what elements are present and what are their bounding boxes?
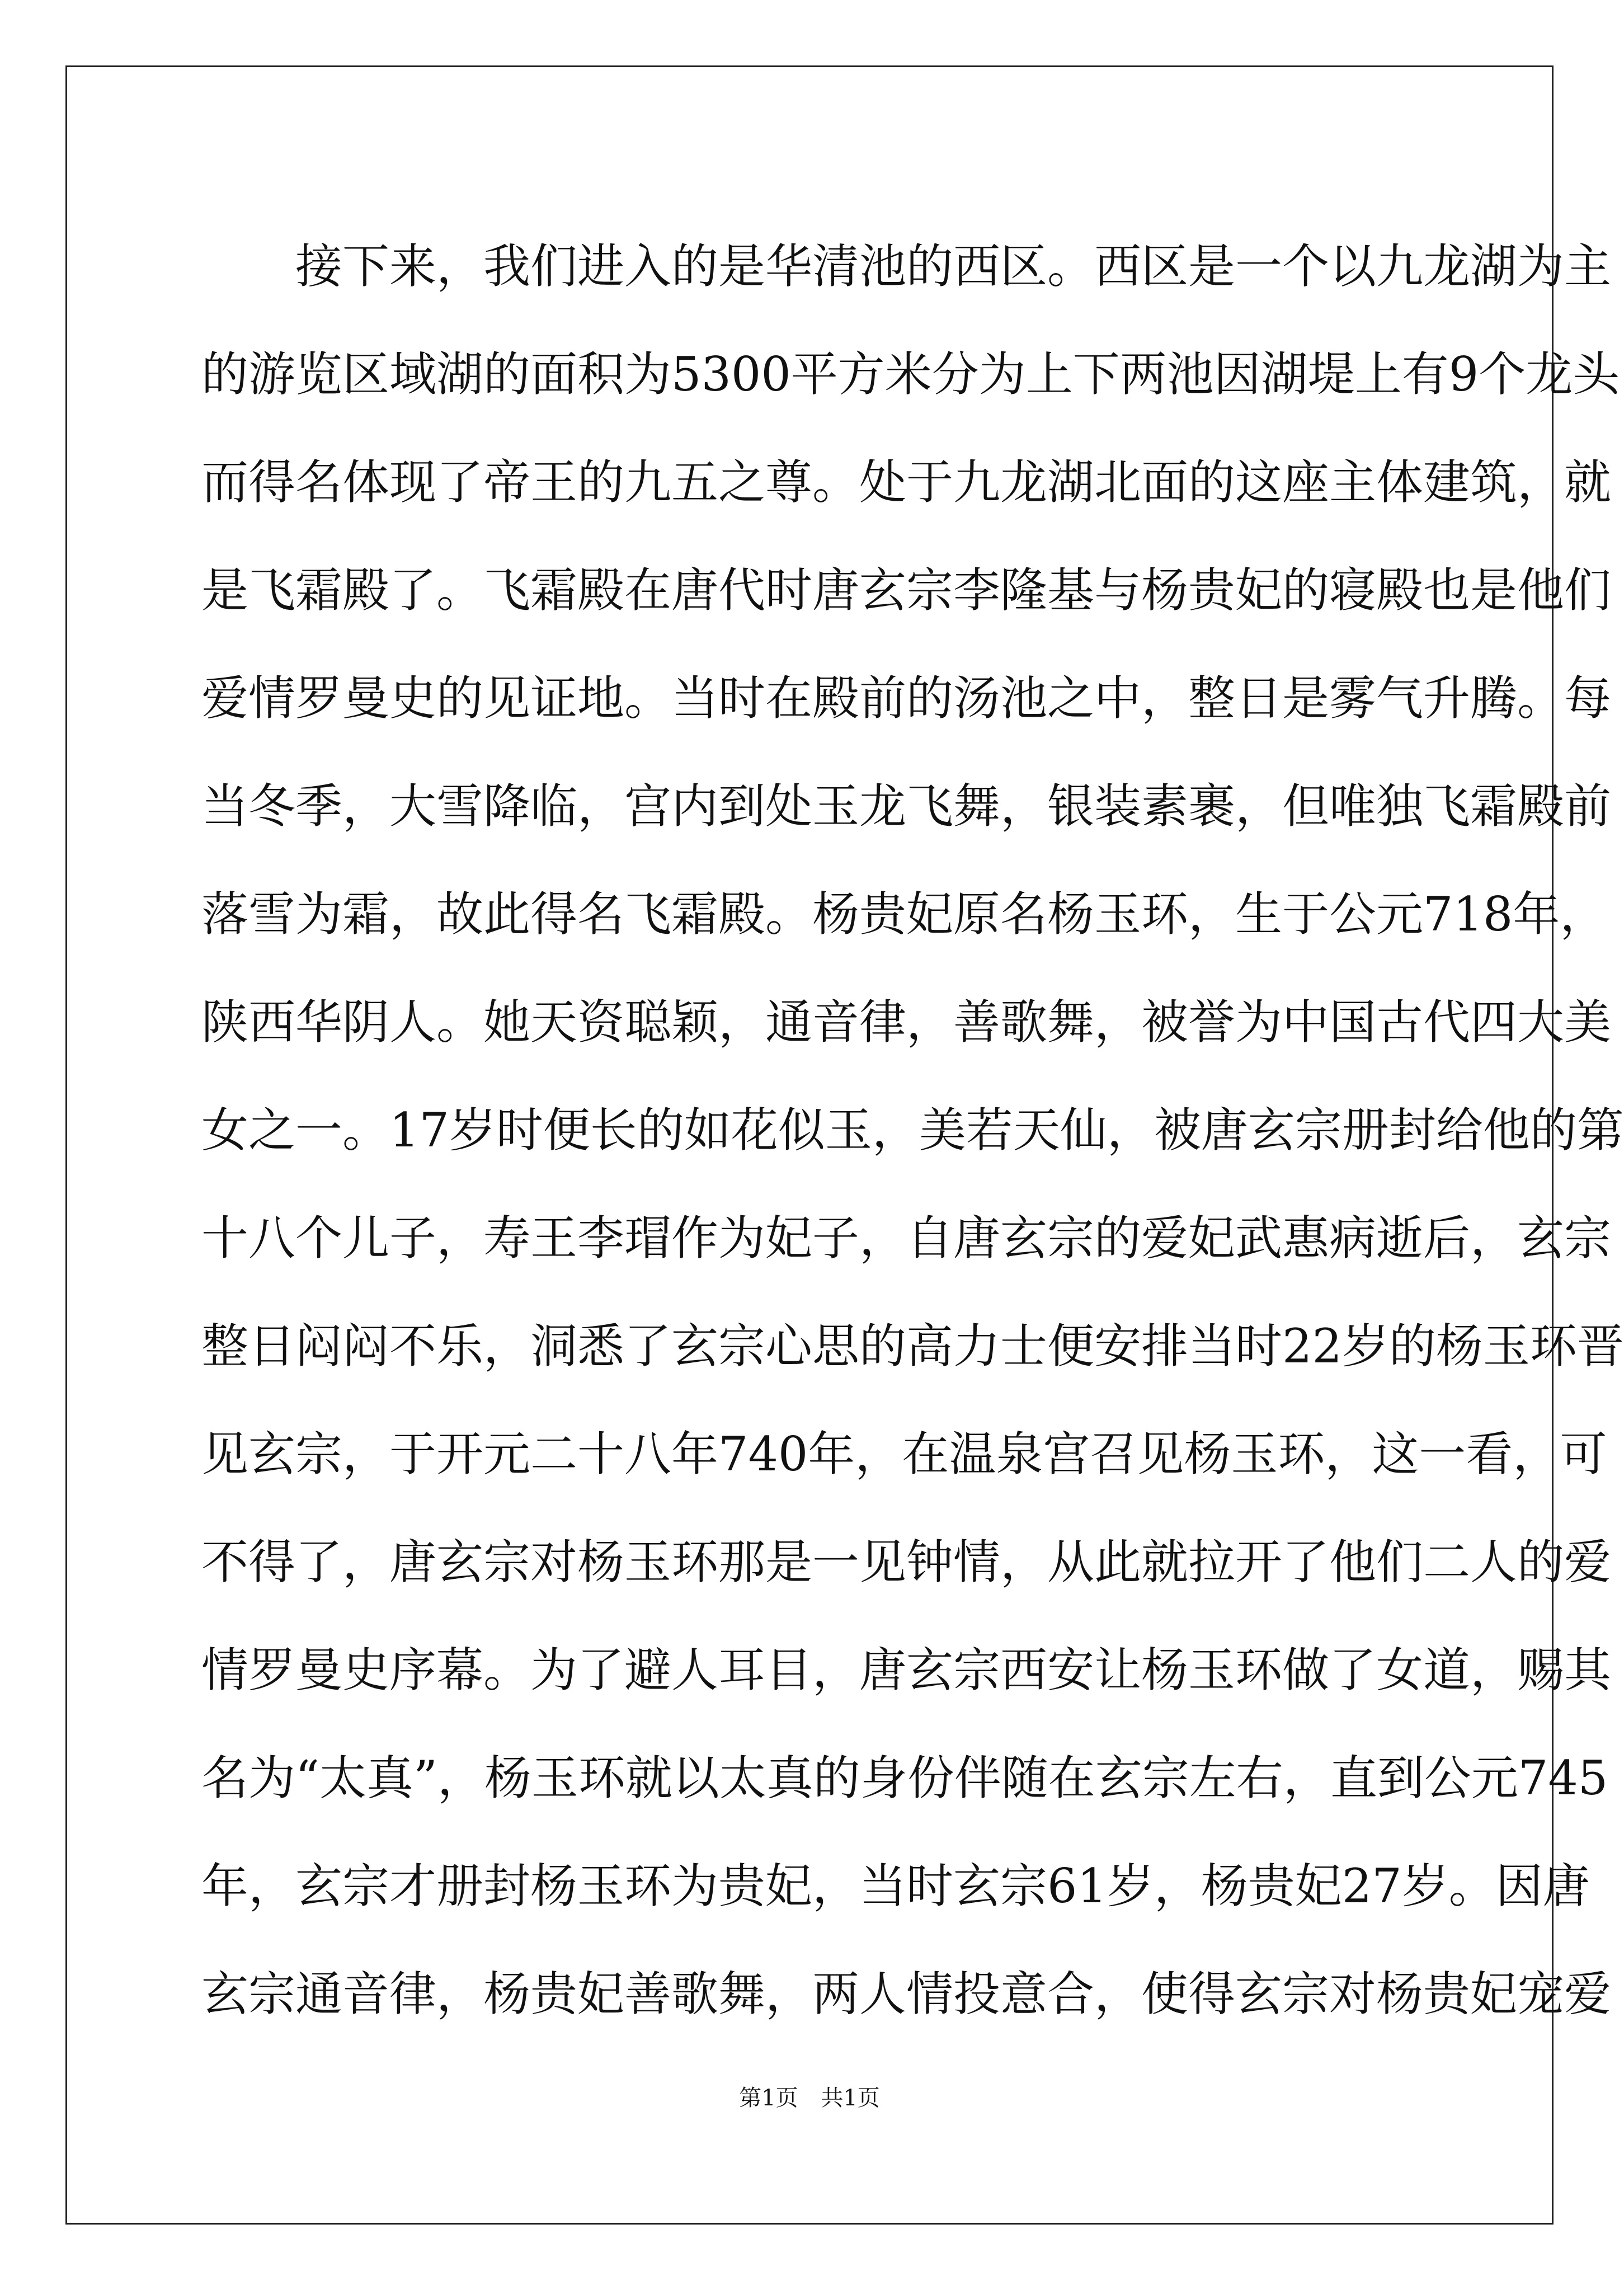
text-line: 十八个儿子，寿王李瑁作为妃子，自唐玄宗的爱妃武惠病逝后，玄宗: [201, 1211, 1612, 1266]
text-line: 见玄宗，于开元二十八年740年，在温泉宫召见杨玉环，这一看，可: [201, 1427, 1607, 1482]
text-line: 陕西华阴人。她天资聪颖，通音律，善歌舞，被誉为中国古代四大美: [201, 995, 1612, 1050]
text-line: 玄宗通音律，杨贵妃善歌舞，两人情投意合，使得玄宗对杨贵妃宠爱: [201, 1967, 1612, 2021]
text-line: 的游览区域湖的面积为5300平方米分为上下两池因湖堤上有9个龙头: [201, 347, 1620, 402]
text-line: 落雪为霜，故此得名飞霜殿。杨贵妃原名杨玉环，生于公元718年，: [201, 887, 1607, 942]
text-line: 爱情罗曼史的见证地。当时在殿前的汤池之中，整日是雾气升腾。每: [201, 671, 1612, 726]
page-number: 第1页: [739, 2085, 798, 2111]
text-line: 情罗曼史序幕。为了避人耳目，唐玄宗西安让杨玉环做了女道，赐其: [201, 1643, 1612, 1697]
text-line: 接下来，我们进入的是华清池的西区。西区是一个以九龙湖为主: [295, 239, 1612, 294]
text-line: 是飞霜殿了。飞霜殿在唐代时唐玄宗李隆基与杨贵妃的寝殿也是他们: [201, 563, 1612, 618]
text-line: 不得了，唐玄宗对杨玉环那是一见钟情，从此就拉开了他们二人的爱: [201, 1535, 1612, 1590]
text-line: 年，玄宗才册封杨玉环为贵妃，当时玄宗61岁，杨贵妃27岁。因唐: [201, 1859, 1590, 1913]
text-line: 女之一。17岁时便长的如花似玉，美若天仙，被唐玄宗册封给他的第: [201, 1103, 1624, 1158]
text-line: 而得名体现了帝王的九五之尊。处于九龙湖北面的这座主体建筑，就: [201, 455, 1612, 510]
text-line: 整日闷闷不乐，洞悉了玄宗心思的高力士便安排当时22岁的杨玉环晋: [201, 1319, 1624, 1374]
page-total: 共1页: [821, 2085, 880, 2111]
page-footer: [0, 2080, 1619, 2112]
text-line: 名为“太真”，杨玉环就以太真的身份伴随在玄宗左右，直到公元745: [201, 1751, 1608, 1805]
text-line: 当冬季，大雪降临，宫内到处玉龙飞舞，银装素裹，但唯独飞霜殿前: [201, 779, 1612, 834]
body-text: [201, 213, 1624, 2048]
